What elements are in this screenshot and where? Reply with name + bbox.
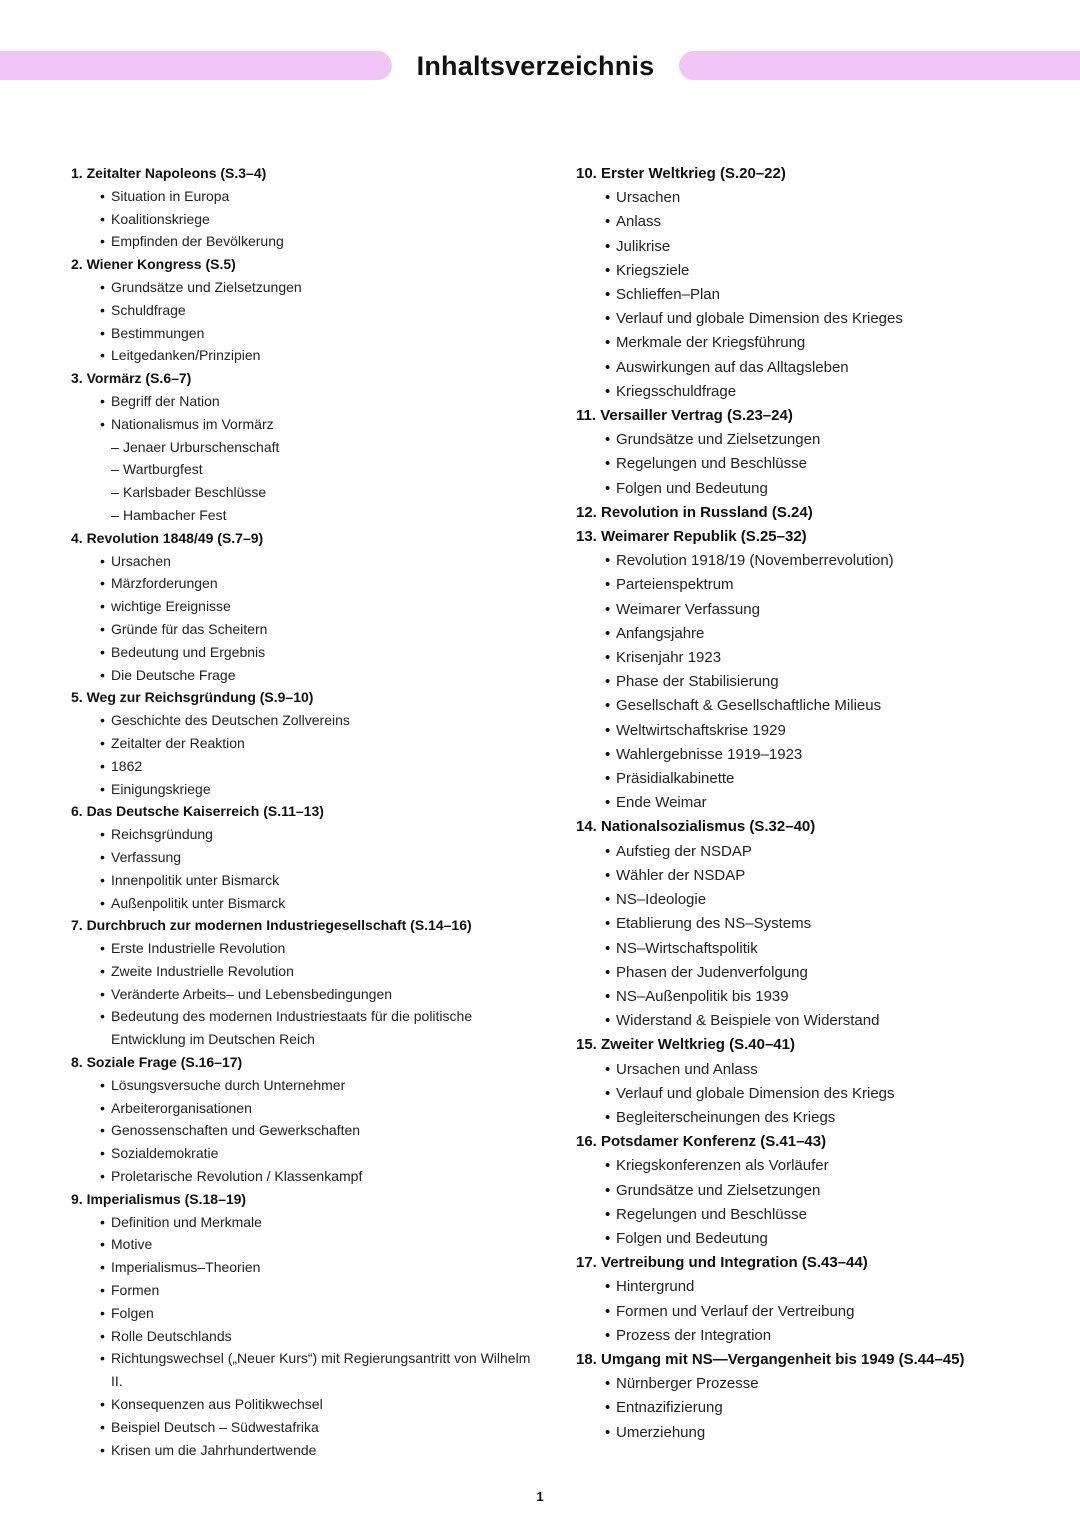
section-heading: 12. Revolution in Russland (S.24) [576,503,813,521]
section-heading: 13. Weimarer Republik (S.25–32) [576,528,807,546]
toc-item: • Schlieffen–Plan [576,283,1046,307]
toc-item: • Außenpolitik unter Bismarck [71,892,541,915]
toc-item: • Krisen um die Jahrhundertwende [71,1439,541,1462]
toc-item: • Auswirkungen auf das Alltagsleben [576,356,1046,380]
toc-item: • Widerstand & Beispiele von Widerstand [576,1009,1046,1033]
toc-item: • Parteienspektrum [576,573,1046,597]
toc-item: • Gesellschaft & Gesellschaftliche Milieus [576,694,1046,718]
toc-item: • NS–Außenpolitik bis 1939 [576,985,1046,1009]
toc-item: • NS–Ideologie [576,888,1046,912]
toc-item: • Ursachen [576,186,1046,210]
toc-item: • Richtungswechsel („Neuer Kurs“) mit Regierungsantritt von Wilhelm II. [71,1347,541,1393]
toc-section [576,815,1046,1033]
toc-right-column [576,162,1046,1445]
section-heading: 9. Imperialismus (S.18–19) [71,1190,247,1207]
toc-item: • Gründe für das Scheitern [71,618,541,641]
toc-item: • Weltwirtschaftskrise 1929 [576,719,1046,743]
toc-item: • Leitgedanken/Prinzipien [71,344,541,367]
toc-item: • Bedeutung des modernen Industriestaats für die politische Entwicklung im Deutschen Reich [71,1005,541,1051]
toc-section [576,525,1046,815]
toc-item: • Ursachen und Anlass [576,1058,1046,1082]
toc-section [576,404,1046,501]
toc-item: • Geschichte des Deutschen Zollvereins [71,709,541,732]
toc-item: • NS–Wirtschaftspolitik [576,937,1046,961]
toc-item: • Folgen und Bedeutung [576,477,1046,501]
toc-item: • Bedeutung und Ergebnis [71,641,541,664]
toc-item: • Revolution 1918/19 (Novemberrevolution) [576,549,1046,573]
toc-item: • Umerziehung [576,1421,1046,1445]
section-heading: 3. Vormärz (S.6–7) [71,370,192,387]
section-heading: 10. Erster Weltkrieg (S.20–22) [576,165,786,182]
section-heading: 14. Nationalsozialismus (S.32–40) [576,818,816,836]
toc-item: • Koalitionskriege [71,208,541,231]
toc-section [576,1130,1046,1251]
toc-item: • Verlauf und globale Dimension des Kriegs [576,1082,1046,1106]
toc-item: • Erste Industrielle Revolution [71,937,541,960]
toc-subitem: – Karlsbader Beschlüsse [71,481,541,504]
toc-item: • Formen und Verlauf der Vertreibung [576,1300,1046,1324]
toc-item: • Innenpolitik unter Bismarck [71,869,541,892]
toc-item: • Zeitalter der Reaktion [71,732,541,755]
toc-item: • Wahlergebnisse 1919–1923 [576,743,1046,767]
toc-item: • Krisenjahr 1923 [576,646,1046,670]
toc-item: • Wähler der NSDAP [576,864,1046,888]
toc-item: • Präsidialkabinette [576,767,1046,791]
toc-item: • Hintergrund [576,1275,1046,1299]
toc-item: • Anfangsjahre [576,622,1046,646]
toc-item: • Anlass [576,210,1046,234]
section-heading: 2. Wiener Kongress (S.5) [71,256,236,273]
section-heading: 7. Durchbruch zur modernen Industriegesellschaft (S.14–16) [71,917,472,934]
toc-item: • 1862 [71,755,541,778]
section-heading: 15. Zweiter Weltkrieg (S.40–41) [576,1036,795,1054]
toc-item: • Veränderte Arbeits– und Lebensbedingungen [71,983,541,1006]
section-heading: 18. Umgang mit NS—Vergangenheit bis 1949 (S.44–45) [576,1350,965,1368]
toc-item: • Julikrise [576,235,1046,259]
toc-section [71,686,541,800]
toc-item: • Arbeiterorganisationen [71,1097,541,1120]
toc-item: • wichtige Ereignisse [71,595,541,618]
toc-item: • Reichsgründung [71,823,541,846]
toc-section [71,1051,541,1188]
toc-item: • Beispiel Deutsch – Südwestafrika [71,1416,541,1439]
section-heading: 8. Soziale Frage (S.16–17) [71,1054,243,1071]
toc-item: • Die Deutsche Frage [71,664,541,687]
section-heading: 5. Weg zur Reichsgründung (S.9–10) [71,689,314,706]
toc-section [576,1251,1046,1348]
toc-item: • Begriff der Nation [71,390,541,413]
toc-item: • Begleiterscheinungen des Kriegs [576,1106,1046,1130]
toc-item: • Folgen [71,1302,541,1325]
toc-item: • Aufstieg der NSDAP [576,840,1046,864]
toc-section [576,501,1046,525]
toc-item: • Konsequenzen aus Politikwechsel [71,1393,541,1416]
section-heading: 17. Vertreibung und Integration (S.43–44) [576,1254,868,1272]
toc-item: • Ende Weimar [576,791,1046,815]
toc-item: • Märzforderungen [71,572,541,595]
toc-item: • Verfassung [71,846,541,869]
toc-item: • Etablierung des NS–Systems [576,912,1046,936]
toc-item: • Ursachen [71,550,541,573]
toc-item: • Nürnberger Prozesse [576,1372,1046,1396]
toc-item: • Formen [71,1279,541,1302]
page-title: Inhaltsverzeichnis [416,51,655,81]
toc-subitem: – Hambacher Fest [71,504,541,527]
toc-item: • Situation in Europa [71,185,541,208]
toc-item: • Folgen und Bedeutung [576,1227,1046,1251]
toc-item: • Kriegsschuldfrage [576,380,1046,404]
toc-item: • Grundsätze und Zielsetzungen [576,1179,1046,1203]
toc-subitem: – Jenaer Urburschenschaft [71,436,541,459]
toc-section [71,1188,541,1462]
toc-item: • Phase der Stabilisierung [576,670,1046,694]
toc-section [71,253,541,367]
toc-item: • Verlauf und globale Dimension des Krieges [576,307,1046,331]
section-heading: 4. Revolution 1848/49 (S.7–9) [71,529,264,546]
toc-section [71,162,541,253]
page-number: 1 [536,1489,544,1504]
toc-item: • Einigungskriege [71,778,541,801]
toc-left-column [71,162,541,1461]
toc-section [71,914,541,1051]
toc-item: • Lösungsversuche durch Unternehmer [71,1074,541,1097]
toc-item: • Regelungen und Beschlüsse [576,1203,1046,1227]
toc-item: • Definition und Merkmale [71,1211,541,1234]
title-banner-left [0,51,392,80]
toc-item: • Rolle Deutschlands [71,1325,541,1348]
toc-item: • Bestimmungen [71,322,541,345]
toc-section [576,162,1046,404]
section-heading: 16. Potsdamer Konferenz (S.41–43) [576,1133,827,1151]
toc-item: • Kriegskonferenzen als Vorläufer [576,1154,1046,1178]
section-heading: 11. Versailler Vertrag (S.23–24) [576,407,793,425]
toc-item: • Merkmale der Kriegsführung [576,331,1046,355]
toc-item: • Empfinden der Bevölkerung [71,230,541,253]
toc-item: • Motive [71,1233,541,1256]
section-heading: 6. Das Deutsche Kaiserreich (S.11–13) [71,803,324,820]
section-heading: 1. Zeitalter Napoleons (S.3–4) [71,165,267,181]
toc-item: • Grundsätze und Zielsetzungen [71,276,541,299]
toc-item: • Zweite Industrielle Revolution [71,960,541,983]
toc-item: • Nationalismus im Vormärz [71,413,541,436]
toc-section [576,1348,1046,1445]
toc-item: • Imperialismus–Theorien [71,1256,541,1279]
toc-item: • Schuldfrage [71,299,541,322]
toc-section [71,367,541,527]
toc-item: • Proletarische Revolution / Klassenkampf [71,1165,541,1188]
toc-item: • Grundsätze und Zielsetzungen [576,428,1046,452]
toc-subitem: – Wartburgfest [71,458,541,481]
toc-item: • Entnazifizierung [576,1396,1046,1420]
toc-item: • Prozess der Integration [576,1324,1046,1348]
toc-section [576,1033,1046,1130]
toc-item: • Weimarer Verfassung [576,598,1046,622]
toc-item: • Genossenschaften und Gewerkschaften [71,1119,541,1142]
toc-item: • Kriegsziele [576,259,1046,283]
toc-item: • Sozialdemokratie [71,1142,541,1165]
toc-item: • Regelungen und Beschlüsse [576,452,1046,476]
toc-section [71,527,541,687]
title-banner-right [679,51,1080,80]
toc-item: • Phasen der Judenverfolgung [576,961,1046,985]
toc-section [71,800,541,914]
